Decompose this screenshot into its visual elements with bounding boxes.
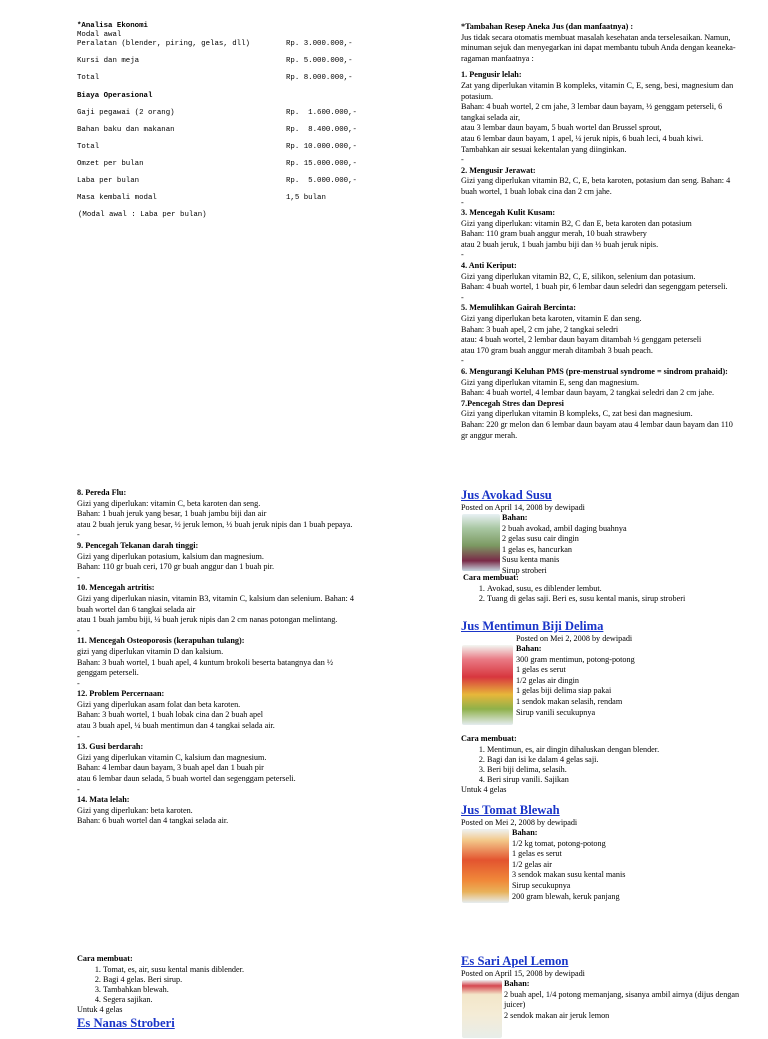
bahan-baku-label: Bahan baku dan makanan: [77, 126, 175, 134]
benefit-line: atau 3 buah apel, ¼ buah mentimun dan 4 tangkai selada air.: [77, 721, 275, 731]
recipe-jus-avokad-susu: [461, 488, 767, 604]
laba-value: Rp. 5.000.000,-: [286, 177, 357, 185]
benefit-line: Bahan: 110 gram buah anggur merah, 10 buah strawbery: [461, 229, 647, 239]
benefit-line: Gizi yang diperlukan vitamin C, kalsium dan magnesium.: [77, 752, 267, 762]
benefit-line: Gizi yang diperlukan vitamin B kompleks, C, zat besi dan magnesium.: [461, 409, 693, 419]
gaji-value: Rp. 1.600.000,-: [286, 109, 357, 117]
cara-label: Cara membuat:: [461, 734, 517, 743]
ingredient-item: 1 sendok makan selasih, rendam: [516, 696, 623, 706]
total-a-value: Rp. 8.000.000,-: [286, 74, 353, 82]
benefit-line: Bahan: 3 buah wortel, 1 buah apel, 4 kuntum brokoli beserta batangnya dan ½: [77, 657, 334, 667]
benefit-line: Zat yang diperlukan vitamin B kompleks, vitamin C, E, seng, besi, magnesium dan: [461, 80, 734, 90]
benefit-title: 11. Mencegah Osteoporosis (kerapuhan tulang):: [77, 636, 245, 646]
step-item: 1. Avokad, susu, es diblender lembut.: [487, 584, 767, 594]
gaji-label: Gaji pegawai (2 orang): [77, 109, 175, 117]
peralatan-label: Peralatan (blender, piring, gelas, dll): [77, 40, 250, 48]
posted-line: Posted on Mei 2, 2008 by dewipadi: [516, 634, 633, 643]
benefit-line: -: [461, 292, 464, 302]
ingredient-item: 1/2 gelas air: [512, 859, 553, 869]
bahan-label: Bahan:: [516, 644, 542, 653]
benefit-line: -: [77, 784, 80, 794]
benefit-title: 6. Mengurangi Keluhan PMS (pre-menstrual syndrome = sindrom prahaid):: [461, 367, 728, 376]
benefit-line: tangkai selada air,: [461, 112, 521, 122]
laba-label: Laba per bulan: [77, 177, 140, 185]
recipe-jus-mentimun-biji-delima: [461, 619, 767, 796]
posted-line: Posted on April 15, 2008 by dewipadi: [461, 969, 585, 978]
bahan-label: Bahan:: [502, 513, 528, 522]
kursi-value: Rp. 5.000.000,-: [286, 57, 353, 65]
benefit-line: Tambahkan air sesuai kekentalan yang diinginkan.: [461, 144, 627, 154]
benefit-line: Gizi yang diperlukan potasium, kalsium dan magnesium.: [77, 551, 264, 561]
benefit-line: Gizi yang diperlukan asam folat dan beta karoten.: [77, 699, 241, 709]
step-item: 3. Beri biji delima, selasih.: [487, 765, 767, 775]
ingredient-item: Susu kenta manis: [502, 555, 560, 565]
benefit-line: atau 3 lembar daun bayam, 5 buah wortel dan Brussel sprout,: [461, 123, 662, 133]
recipe-jus-tomat-blewah-steps: [77, 954, 387, 1031]
analisa-header: *Analisa Ekonomi: [77, 22, 148, 30]
benefit-title: 2. Mengusir Jerawat:: [461, 165, 536, 175]
ingredient-item: 1 gelas es serut: [512, 849, 562, 859]
benefit-line: Bahan: 220 gr melon dan 6 lembar daun bayam atau 4 lembar daun bayam dan 110: [461, 419, 733, 429]
ingredient-item: 2 buah apel, 1/4 potong memanjang, sisanya ambil airnya (dijus dengan: [504, 989, 740, 999]
ingredient-item: 2 sendok makan air jeruk lemon: [504, 1010, 610, 1020]
yield-text: Untuk 4 gelas: [77, 1005, 123, 1015]
benefit-line: gr anggur merah.: [461, 430, 518, 440]
posted-line: Posted on Mei 2, 2008 by dewipadi: [461, 818, 578, 827]
benefit-title: 12. Problem Percernaan:: [77, 689, 165, 699]
benefit-line: Gizi yang diperlukan: vitamin C, beta karoten dan seng.: [77, 498, 261, 508]
posted-line: Posted on April 14, 2008 by dewipadi: [461, 503, 585, 512]
ingredient-item: 300 gram mentimun, potong-potong: [516, 654, 635, 664]
masa-kembali-value: 1,5 bulan: [286, 194, 326, 202]
recipe-title-link[interactable]: Jus Mentimun Biji Delima: [461, 619, 604, 633]
benefit-line: Gizi yang diperlukan beta karoten, vitamin E dan seng.: [461, 314, 642, 324]
modal-awal-label: Modal awal: [77, 31, 122, 39]
benefit-line: buah wortel, 1 buah lobak cina dan 2 cm jahe.: [461, 186, 612, 196]
intro-line: ragaman manfaatnya :: [461, 53, 534, 63]
benefit-line: Bahan: 1 buah jeruk yang besar, 1 buah jambu biji dan air: [77, 509, 267, 519]
ingredient-item: 2 gelas susu cair dingin: [502, 534, 579, 544]
benefit-line: atau 2 buah jeruk, 1 buah jambu biji dan ½ buah jeruk nipis.: [461, 239, 659, 249]
step-item: 4. Segera sajikan.: [103, 995, 387, 1005]
benefit-line: -: [77, 530, 80, 540]
ingredient-item: 200 gram blewah, keruk panjang: [512, 891, 620, 901]
peralatan-value: Rp. 3.000.000,-: [286, 40, 353, 48]
benefit-title: 1. Pengusir lelah:: [461, 70, 522, 80]
benefit-line: buah wortel dan 6 tangkai selada air: [77, 604, 196, 614]
benefit-title: 5. Memulihkan Gairah Bercinta:: [461, 303, 576, 313]
step-item: 2. Tuang di gelas saji. Beri es, susu kental manis, sirup stroberi: [487, 594, 767, 604]
benefit-title: 4. Anti Keriput:: [461, 261, 517, 271]
benefit-line: -: [77, 678, 80, 688]
benefit-title: 7.Pencegah Stres dan Depresi: [461, 398, 564, 408]
benefit-line: Gizi yang diperlukan niasin, vitamin B3, vitamin C, kalsium dan selenium. Bahan: 4: [77, 593, 354, 603]
benefit-line: -: [461, 197, 464, 207]
benefit-title: 8. Pereda Flu:: [77, 488, 127, 497]
ingredient-item: Sirup secukupnya: [512, 880, 571, 890]
section-header: *Tambahan Resep Aneka Jus (dan manfaatnya) :: [461, 22, 634, 31]
step-item: 3. Tambahkan blewah.: [103, 985, 387, 995]
steps-list: [77, 965, 387, 1006]
benefit-line: Bahan: 4 buah wortel, 1 buah pir, 6 lembar daun seledri dan segenggam peterseli.: [461, 282, 728, 292]
tomato-melon-drink-image: [462, 829, 509, 903]
benefit-title: 14. Mata lelah:: [77, 795, 130, 805]
ingredient-item: juicer): [504, 1000, 526, 1010]
omzet-label: Omzet per bulan: [77, 160, 144, 168]
benefit-line: Gizi yang diperlukan vitamin B2, C, E, beta karoten, potasium dan seng. Bahan: 4: [461, 176, 731, 186]
step-item: 4. Beri sirup vanili. Sajikan: [487, 775, 767, 785]
cara-label: Cara membuat:: [463, 573, 519, 582]
ingredient-item: Sirup vanili secukupnya: [516, 707, 596, 717]
ingredient-item: Sirup stroberi: [502, 565, 547, 575]
benefit-line: atau 6 lembar daun selada, 5 buah wortel dan segenggam peterseli.: [77, 774, 296, 784]
bahan-label: Bahan:: [512, 828, 538, 837]
bahan-baku-value: Rp. 8.400.000,-: [286, 126, 357, 134]
benefit-title: 9. Pencegah Tekanan darah tinggi:: [77, 540, 199, 550]
tambahan-resep-section: [461, 22, 767, 441]
benefit-line: Bahan: 4 lembar daun bayam, 3 buah apel dan 1 buah pir: [77, 763, 264, 773]
bahan-label: Bahan:: [504, 979, 530, 988]
benefit-line: atau 6 lembar daun bayam, 1 apel, ¼ jeruk nipis, 6 buah leci, 4 buah kiwi.: [461, 133, 704, 143]
recipe-title-link[interactable]: Jus Tomat Blewah: [461, 803, 560, 817]
step-item: 2. Bagi 4 gelas. Beri sirup.: [103, 975, 387, 985]
ingredient-item: 2 buah avokad, ambil daging buahnya: [502, 523, 627, 533]
benefit-line: Gizi yang diperlukan vitamin E, seng dan magnesium.: [461, 377, 640, 387]
apple-lemon-drink-image: [462, 980, 502, 1038]
ingredient-item: 1/2 gelas air dingin: [516, 675, 579, 685]
benefit-line: Bahan: 110 gr buah ceri, 170 gr buah anggur dan 1 buah pir.: [77, 562, 275, 572]
step-item: 1. Mentimun, es, air dingin dihaluskan dengan blender.: [487, 745, 767, 755]
benefit-line: -: [461, 250, 464, 260]
recipe-title-link[interactable]: Jus Avokad Susu: [461, 488, 552, 502]
benefit-title: 10. Mencegah artritis:: [77, 583, 155, 593]
benefit-line: -: [461, 356, 464, 366]
benefit-line: -: [77, 572, 80, 582]
recipe-es-sari-apel-lemon: [461, 954, 767, 1039]
biaya-header: Biaya Operasional: [77, 92, 153, 100]
benefit-line: Bahan: 4 buah wortel, 2 cm jahe, 3 lembar daun bayam, ½ genggam peterseli, 6: [461, 102, 723, 112]
step-item: 2. Bagi dan isi ke dalam 4 gelas saji.: [487, 755, 767, 765]
omzet-value: Rp. 15.000.000,-: [286, 160, 357, 168]
steps-list: [461, 745, 767, 786]
benefit-line: Bahan: 3 buah apel, 2 cm jahe, 2 tangkai seledri: [461, 324, 619, 334]
benefit-line: genggam peterseli.: [77, 668, 139, 678]
ingredient-item: 1/2 kg tomat, potong-potong: [512, 838, 606, 848]
benefit-line: atau 1 buah jambu biji, ¼ buah jeruk nipis dan 2 cm nanas potongan melintang.: [77, 615, 338, 625]
steps-list: [461, 584, 767, 604]
yield-text: Untuk 4 gelas: [461, 785, 507, 795]
manfaat-list-continued: [77, 488, 387, 827]
benefit-line: Gizi yang diperlukan vitamin B2, C, E, silikon, selenium dan potasium.: [461, 271, 696, 281]
cara-label: Cara membuat:: [77, 954, 133, 963]
benefit-line: Bahan: 4 buah wortel, 4 lembar daun bayam, 2 tangkai seledri dan 2 cm jahe.: [461, 388, 715, 398]
benefit-line: atau 170 gram buah anggur merah ditambah 3 buah peach.: [461, 345, 653, 355]
recipe-title-link[interactable]: Es Nanas Stroberi: [77, 1016, 175, 1030]
benefit-line: Gizi yang diperlukan: vitamin B2, C dan E, beta karoten dan potasium: [461, 218, 692, 228]
total-a-label: Total: [77, 74, 100, 82]
recipe-jus-tomat-blewah: [461, 803, 767, 908]
total-b-value: Rp. 10.000.000,-: [286, 143, 357, 151]
benefit-line: potasium.: [461, 91, 494, 101]
ingredient-item: 1 gelas es serut: [516, 665, 566, 675]
analisa-ekonomi-section: [77, 23, 367, 223]
recipe-title-link[interactable]: Es Sari Apel Lemon: [461, 954, 569, 968]
benefit-line: Bahan: 3 buah wortel, 1 buah lobak cina dan 2 buah apel: [77, 710, 263, 720]
cucumber-pomegranate-drink-image: [462, 645, 513, 725]
ingredient-item: 1 gelas biji delima siap pakai: [516, 686, 612, 696]
masa-kembali-label: Masa kembali modal: [77, 194, 157, 202]
benefit-line: gizi yang diperlukan vitamin D dan kalsium.: [77, 646, 224, 656]
benefit-line: atau 2 buah jeruk yang besar, ½ jeruk lemon, ½ buah jeruk nipis dan 1 buah pepaya.: [77, 519, 353, 529]
ingredient-item: 1 gelas es, hancurkan: [502, 544, 573, 554]
kursi-label: Kursi dan meja: [77, 57, 140, 65]
ingredient-item: 3 sendok makan susu kental manis: [512, 870, 626, 880]
benefit-line: -: [77, 731, 80, 741]
benefit-line: -: [461, 155, 464, 165]
benefit-title: 13. Gusi berdarah:: [77, 742, 144, 752]
intro-line: Jus tidak secara otomatis membuat masalah kesehatan anda terselesaikan. Namun,: [461, 32, 731, 42]
total-b-label: Total: [77, 143, 100, 151]
benefit-line: atau: 4 buah wortel, 2 lembar daun bayam ditambah ½ genggam peterseli: [461, 335, 702, 345]
benefit-line: Gizi yang diperlukan: beta karoten.: [77, 805, 193, 815]
intro-line: minuman sejuk dan menyegarkan ini dapat membantu tubuh Anda dengan keaneka-: [461, 43, 736, 53]
modal-note: (Modal awal : Laba per bulan): [78, 211, 207, 219]
benefit-line: Bahan: 6 buah wortel dan 4 tangkai selada air.: [77, 816, 229, 826]
avocado-milk-drink-image: [462, 514, 500, 571]
step-item: 1. Tomat, es, air, susu kental manis diblender.: [103, 965, 387, 975]
benefit-line: -: [77, 625, 80, 635]
benefit-title: 3. Mencegah Kulit Kusam:: [461, 208, 556, 218]
